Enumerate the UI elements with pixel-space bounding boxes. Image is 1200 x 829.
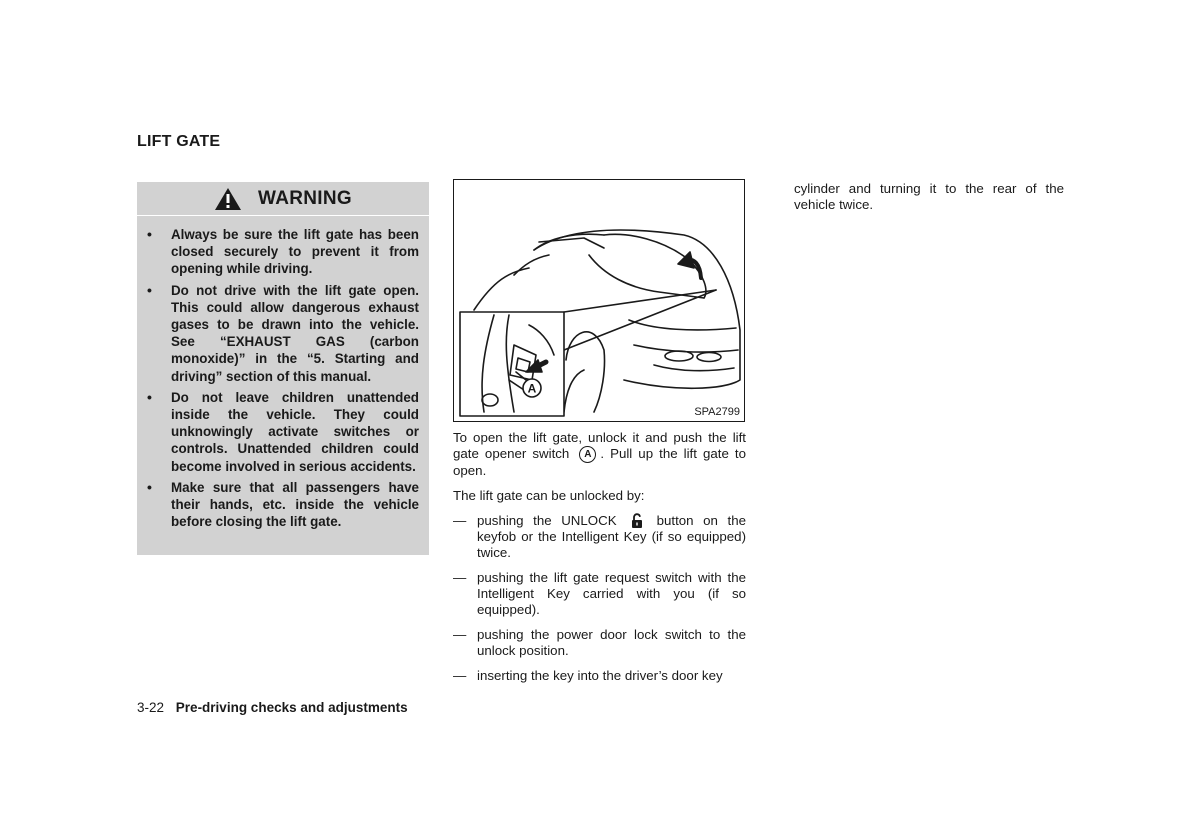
opening-paragraph: To open the lift gate, unlock it and push the lift gate opener switch A . Pull up the lift gate to open.	[453, 430, 746, 478]
unlock-method-item: — pushing the lift gate request switch with the Intelligent Key carried with you (if so equipped).	[453, 570, 746, 618]
page-footer	[137, 700, 408, 715]
chapter-title: Pre-driving checks and adjustments	[175, 700, 408, 715]
section-title: LIFT GATE	[137, 133, 221, 150]
warning-box	[137, 182, 429, 555]
warning-item: • Do not drive with the lift gate open. This could allow dangerous exhaust gases to be drawn into the vehicle. See “EXHAUST GAS (carbon monoxide)” in the “5. Starting and driving” section of this manual.	[147, 282, 419, 385]
unlock-intro: The lift gate can be unlocked by:	[453, 488, 645, 503]
body-column-3: cylinder and turning it to the rear of the vehicle twice.	[794, 181, 1064, 212]
unlock-method-item: — pushing the power door lock switch to the unlock position.	[453, 627, 746, 659]
figure-code: SPA2799	[694, 406, 740, 418]
callout-a-icon: A	[579, 446, 596, 463]
warning-title: WARNING	[258, 187, 352, 209]
warning-item: • Do not leave children unattended inside the vehicle. They could unknowingly activate switches or controls. Unattended children could become involved in serious accidents.	[147, 389, 419, 475]
unlock-icon	[631, 513, 643, 529]
figure-callout-a: A	[527, 381, 537, 396]
warning-triangle-icon	[214, 187, 242, 211]
unlock-method-item: — inserting the key into the driver’s door key	[453, 668, 723, 684]
lift-gate-figure	[453, 179, 745, 422]
warning-header	[137, 182, 429, 216]
warning-item: • Make sure that all passengers have their hands, etc. inside the vehicle before closing the lift gate.	[147, 479, 419, 531]
vehicle-rear-illustration	[454, 180, 745, 422]
unlock-method-item: — pushing the UNLOCK button on the keyfob or the Intelligent Key (if so equipped) twice.	[453, 513, 746, 561]
body-column-2	[453, 430, 746, 693]
page-number: 3-22	[137, 700, 165, 715]
warning-item: • Always be sure the lift gate has been closed securely to prevent it from opening while driving.	[147, 226, 419, 278]
warning-list	[147, 226, 419, 534]
